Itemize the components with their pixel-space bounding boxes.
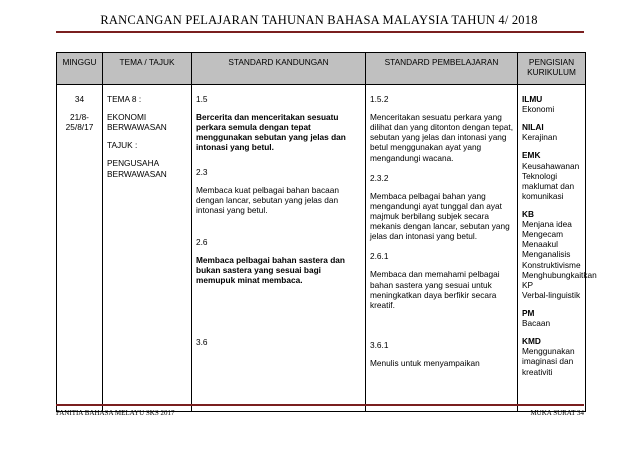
kb-item: Mengecam [522, 229, 564, 240]
sk-code: 2.3 [196, 166, 208, 177]
tajuk-value: PENGUSAHA BERWAWASAN [107, 158, 167, 179]
sk-text: Bercerita dan menceritakan sesuatu perkara semula dengan tepat menggunakan sebutan yang jelas dan intonasi yang betul. [196, 112, 346, 153]
kb-item: Menghubungkaitkan [522, 269, 597, 280]
cell-tema [103, 85, 192, 412]
sp-code: 2.6.1 [370, 251, 389, 262]
kb-item: Konstruktivisme [522, 259, 581, 270]
footer-page-number: MUKA SURAT 34 [530, 409, 584, 417]
nilai-heading: NILAI [522, 122, 544, 133]
lesson-plan-table [56, 52, 597, 412]
sp-text: Menceritakan sesuatu perkara yang dilihat dan yang ditonton dengan tepat, sebutan yang jelas dan intonasi yang betul menggunakan ayat yang mengandungi wacana. [370, 112, 514, 163]
kb-item: Menjana idea [522, 219, 572, 230]
footer-divider [56, 404, 584, 406]
footer-left: PANITIA BAHASA MELAYU SKS 2017 [56, 409, 175, 417]
header-standard-pembelajaran: STANDARD PEMBELAJARAN [366, 53, 518, 85]
sk-code: 2.6 [196, 236, 208, 247]
tema-label: TEMA 8 : [107, 94, 142, 104]
header-pengisian-kurikulum: PENGISIAN KURIKULUM [518, 53, 586, 85]
header-tema-tajuk: TEMA / TAJUK [103, 53, 192, 85]
header-standard-kandungan: STANDARD KANDUNGAN [192, 53, 366, 85]
cell-standard-pembelajaran [366, 85, 518, 412]
week-number: 34 [74, 94, 85, 104]
sk-code: 1.5 [196, 94, 208, 104]
cell-pengisian-kurikulum [518, 85, 597, 412]
pm-value: Bacaan [522, 318, 551, 329]
sk-code: 3.6 [196, 337, 208, 348]
sk-text: Membaca kuat pelbagai bahan bacaan dengan lancar, sebutan yang jelas dan intonasi yang betul. [196, 184, 339, 215]
cell-minggu [57, 85, 103, 412]
title-divider [56, 31, 584, 33]
header-minggu: MINGGU [57, 53, 103, 85]
sp-text: Membaca dan memahami pelbagai bahan sastera yang sesuai untuk meningkatkan daya berfikir secara kreatif. [370, 269, 500, 310]
kb-item: Menaakul [522, 239, 558, 250]
sp-code: 3.6.1 [370, 339, 389, 350]
table-row [57, 85, 586, 412]
kb-item: Verbal-linguistik [522, 289, 581, 300]
ilmu-heading: ILMU [522, 94, 543, 104]
kb-heading: KB [522, 208, 534, 219]
kmd-value: Menggunakan imaginasi dan kreativiti [522, 346, 575, 377]
emk-value: Keusahawanan Teknologi maklumat dan komunikasi [522, 160, 580, 201]
kb-item: KP [522, 279, 534, 290]
tajuk-label: TAJUK : [107, 140, 138, 151]
table-header-row [57, 53, 586, 85]
kmd-heading: KMD [522, 336, 541, 347]
sp-text: Membaca pelbagai bahan yang mengandungi ayat tunggal dan ayat majmuk berbilang subjek secara mekanis dengan lancar, sebutan yang jelas dan intonasi yang betul. [370, 190, 510, 242]
kb-item: Menganalisis [522, 249, 571, 260]
cell-standard-kandungan [192, 85, 366, 412]
sk-text: Membaca pelbagai bahan sastera dan bukan sastera yang sesuai bagi memupuk minat membaca. [196, 255, 345, 286]
ilmu-value: Ekonomi [522, 104, 555, 115]
week-dates: 21/8-25/8/17 [65, 112, 94, 133]
emk-heading: EMK [522, 150, 541, 161]
page-title: RANCANGAN PELAJARAN TAHUNAN BAHASA MALAYSIA TAHUN 4/ 2018 [100, 13, 538, 27]
sp-code: 1.5.2 [370, 94, 389, 104]
tema-value: EKONOMI BERWAWASAN [107, 112, 167, 133]
nilai-value: Kerajinan [522, 132, 558, 143]
sp-code: 2.3.2 [370, 172, 389, 183]
sp-text: Menulis untuk menyampaikan [370, 357, 480, 368]
pm-heading: PM [522, 307, 535, 318]
